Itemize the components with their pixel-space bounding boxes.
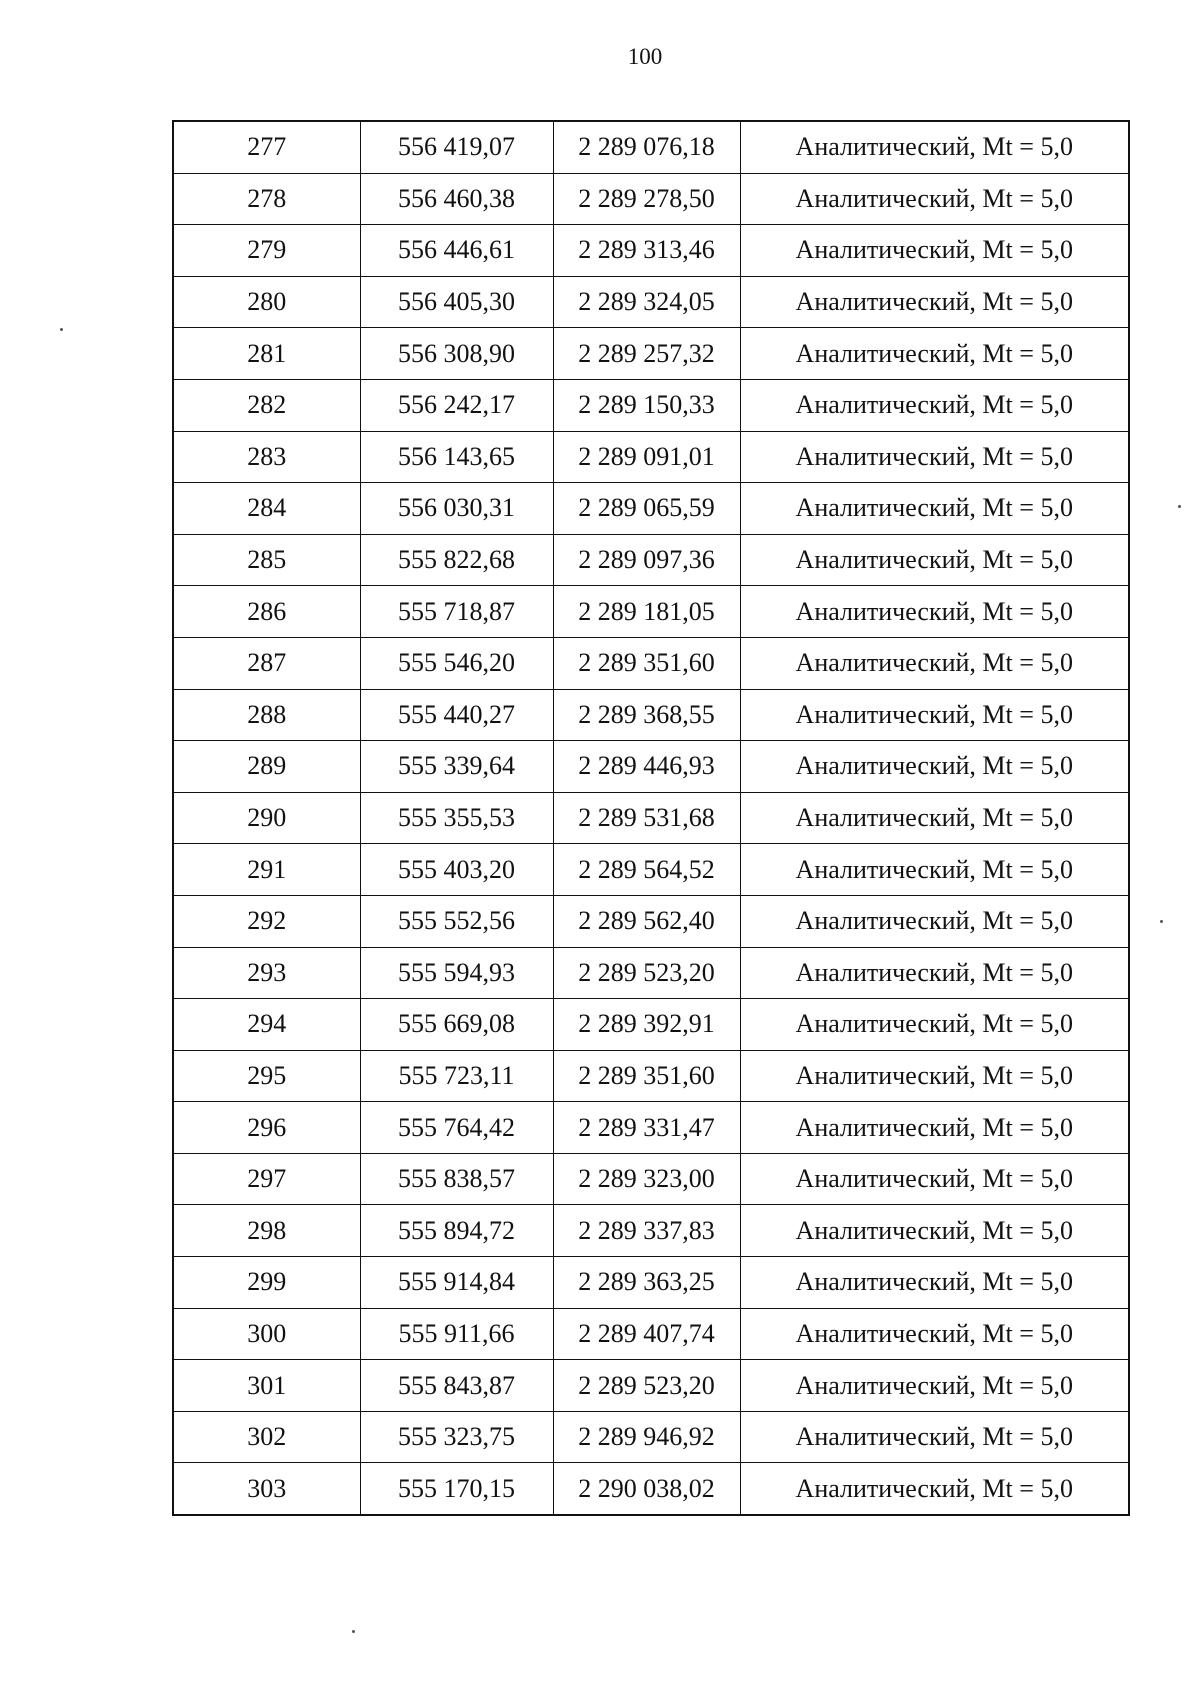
table-row <box>173 1102 1129 1154</box>
y-coordinate-cell: 2 289 392,91 <box>553 999 740 1051</box>
x-coordinate-cell: 556 460,38 <box>360 173 553 225</box>
coordinates-table <box>172 120 1130 1516</box>
table-row <box>173 225 1129 277</box>
y-coordinate-cell: 2 289 076,18 <box>553 121 740 173</box>
point-number-cell: 292 <box>173 895 360 947</box>
x-coordinate-cell: 555 594,93 <box>360 947 553 999</box>
point-number-cell: 281 <box>173 328 360 380</box>
scan-speck <box>352 1630 355 1633</box>
y-coordinate-cell: 2 289 351,60 <box>553 1050 740 1102</box>
x-coordinate-cell: 555 838,57 <box>360 1153 553 1205</box>
table-row <box>173 121 1129 173</box>
x-coordinate-cell: 555 911,66 <box>360 1308 553 1360</box>
point-number-cell: 287 <box>173 637 360 689</box>
y-coordinate-cell: 2 289 562,40 <box>553 895 740 947</box>
point-number-cell: 289 <box>173 741 360 793</box>
y-coordinate-cell: 2 289 523,20 <box>553 1360 740 1412</box>
y-coordinate-cell: 2 289 331,47 <box>553 1102 740 1154</box>
method-cell: Аналитический, Mt = 5,0 <box>740 844 1129 896</box>
point-number-cell: 299 <box>173 1257 360 1309</box>
method-cell: Аналитический, Mt = 5,0 <box>740 1257 1129 1309</box>
x-coordinate-cell: 555 669,08 <box>360 999 553 1051</box>
point-number-cell: 288 <box>173 689 360 741</box>
x-coordinate-cell: 555 764,42 <box>360 1102 553 1154</box>
point-number-cell: 282 <box>173 379 360 431</box>
table-row <box>173 1411 1129 1463</box>
table-row <box>173 1050 1129 1102</box>
y-coordinate-cell: 2 289 946,92 <box>553 1411 740 1463</box>
table-row <box>173 689 1129 741</box>
table-row <box>173 1463 1129 1515</box>
x-coordinate-cell: 556 143,65 <box>360 431 553 483</box>
scan-speck <box>1160 920 1163 923</box>
y-coordinate-cell: 2 289 278,50 <box>553 173 740 225</box>
point-number-cell: 296 <box>173 1102 360 1154</box>
table-row <box>173 328 1129 380</box>
y-coordinate-cell: 2 290 038,02 <box>553 1463 740 1515</box>
table-row <box>173 534 1129 586</box>
y-coordinate-cell: 2 289 446,93 <box>553 741 740 793</box>
point-number-cell: 290 <box>173 792 360 844</box>
point-number-cell: 303 <box>173 1463 360 1515</box>
y-coordinate-cell: 2 289 368,55 <box>553 689 740 741</box>
y-coordinate-cell: 2 289 337,83 <box>553 1205 740 1257</box>
method-cell: Аналитический, Mt = 5,0 <box>740 431 1129 483</box>
method-cell: Аналитический, Mt = 5,0 <box>740 379 1129 431</box>
x-coordinate-cell: 555 822,68 <box>360 534 553 586</box>
y-coordinate-cell: 2 289 407,74 <box>553 1308 740 1360</box>
method-cell: Аналитический, Mt = 5,0 <box>740 689 1129 741</box>
method-cell: Аналитический, Mt = 5,0 <box>740 1205 1129 1257</box>
point-number-cell: 302 <box>173 1411 360 1463</box>
x-coordinate-cell: 555 546,20 <box>360 637 553 689</box>
method-cell: Аналитический, Mt = 5,0 <box>740 999 1129 1051</box>
point-number-cell: 297 <box>173 1153 360 1205</box>
point-number-cell: 284 <box>173 483 360 535</box>
method-cell: Аналитический, Mt = 5,0 <box>740 1050 1129 1102</box>
y-coordinate-cell: 2 289 313,46 <box>553 225 740 277</box>
table-row <box>173 741 1129 793</box>
method-cell: Аналитический, Mt = 5,0 <box>740 225 1129 277</box>
method-cell: Аналитический, Mt = 5,0 <box>740 121 1129 173</box>
x-coordinate-cell: 555 843,87 <box>360 1360 553 1412</box>
page-number: 100 <box>627 44 663 69</box>
point-number-cell: 279 <box>173 225 360 277</box>
point-number-cell: 286 <box>173 586 360 638</box>
x-coordinate-cell: 556 030,31 <box>360 483 553 535</box>
method-cell: Аналитический, Mt = 5,0 <box>740 534 1129 586</box>
point-number-cell: 283 <box>173 431 360 483</box>
method-cell: Аналитический, Mt = 5,0 <box>740 1308 1129 1360</box>
method-cell: Аналитический, Mt = 5,0 <box>740 276 1129 328</box>
x-coordinate-cell: 555 718,87 <box>360 586 553 638</box>
table-row <box>173 1360 1129 1412</box>
x-coordinate-cell: 556 242,17 <box>360 379 553 431</box>
table-row <box>173 1205 1129 1257</box>
y-coordinate-cell: 2 289 531,68 <box>553 792 740 844</box>
x-coordinate-cell: 556 405,30 <box>360 276 553 328</box>
point-number-cell: 291 <box>173 844 360 896</box>
table-row <box>173 792 1129 844</box>
y-coordinate-cell: 2 289 091,01 <box>553 431 740 483</box>
table-row <box>173 586 1129 638</box>
y-coordinate-cell: 2 289 523,20 <box>553 947 740 999</box>
method-cell: Аналитический, Mt = 5,0 <box>740 741 1129 793</box>
table-row <box>173 1153 1129 1205</box>
method-cell: Аналитический, Mt = 5,0 <box>740 173 1129 225</box>
coordinates-table-body <box>173 121 1129 1515</box>
y-coordinate-cell: 2 289 097,36 <box>553 534 740 586</box>
x-coordinate-cell: 556 308,90 <box>360 328 553 380</box>
table-row <box>173 1308 1129 1360</box>
method-cell: Аналитический, Mt = 5,0 <box>740 1153 1129 1205</box>
x-coordinate-cell: 555 723,11 <box>360 1050 553 1102</box>
x-coordinate-cell: 555 552,56 <box>360 895 553 947</box>
table-row <box>173 379 1129 431</box>
x-coordinate-cell: 556 446,61 <box>360 225 553 277</box>
x-coordinate-cell: 556 419,07 <box>360 121 553 173</box>
point-number-cell: 300 <box>173 1308 360 1360</box>
x-coordinate-cell: 555 339,64 <box>360 741 553 793</box>
method-cell: Аналитический, Mt = 5,0 <box>740 483 1129 535</box>
method-cell: Аналитический, Mt = 5,0 <box>740 792 1129 844</box>
x-coordinate-cell: 555 355,53 <box>360 792 553 844</box>
point-number-cell: 280 <box>173 276 360 328</box>
method-cell: Аналитический, Mt = 5,0 <box>740 1411 1129 1463</box>
method-cell: Аналитический, Mt = 5,0 <box>740 637 1129 689</box>
table-row <box>173 276 1129 328</box>
method-cell: Аналитический, Mt = 5,0 <box>740 1360 1129 1412</box>
y-coordinate-cell: 2 289 351,60 <box>553 637 740 689</box>
table-row <box>173 947 1129 999</box>
y-coordinate-cell: 2 289 363,25 <box>553 1257 740 1309</box>
y-coordinate-cell: 2 289 150,33 <box>553 379 740 431</box>
point-number-cell: 301 <box>173 1360 360 1412</box>
y-coordinate-cell: 2 289 065,59 <box>553 483 740 535</box>
point-number-cell: 277 <box>173 121 360 173</box>
table-row <box>173 1257 1129 1309</box>
point-number-cell: 295 <box>173 1050 360 1102</box>
table-row <box>173 895 1129 947</box>
x-coordinate-cell: 555 914,84 <box>360 1257 553 1309</box>
table-row <box>173 431 1129 483</box>
point-number-cell: 278 <box>173 173 360 225</box>
x-coordinate-cell: 555 323,75 <box>360 1411 553 1463</box>
method-cell: Аналитический, Mt = 5,0 <box>740 1102 1129 1154</box>
table-row <box>173 844 1129 896</box>
method-cell: Аналитический, Mt = 5,0 <box>740 586 1129 638</box>
y-coordinate-cell: 2 289 257,32 <box>553 328 740 380</box>
point-number-cell: 293 <box>173 947 360 999</box>
y-coordinate-cell: 2 289 181,05 <box>553 586 740 638</box>
method-cell: Аналитический, Mt = 5,0 <box>740 947 1129 999</box>
x-coordinate-cell: 555 440,27 <box>360 689 553 741</box>
point-number-cell: 285 <box>173 534 360 586</box>
scan-speck <box>60 328 63 331</box>
point-number-cell: 298 <box>173 1205 360 1257</box>
x-coordinate-cell: 555 170,15 <box>360 1463 553 1515</box>
scan-speck <box>1178 505 1181 508</box>
y-coordinate-cell: 2 289 324,05 <box>553 276 740 328</box>
table-row <box>173 173 1129 225</box>
method-cell: Аналитический, Mt = 5,0 <box>740 328 1129 380</box>
method-cell: Аналитический, Mt = 5,0 <box>740 895 1129 947</box>
y-coordinate-cell: 2 289 323,00 <box>553 1153 740 1205</box>
table-row <box>173 999 1129 1051</box>
x-coordinate-cell: 555 894,72 <box>360 1205 553 1257</box>
point-number-cell: 294 <box>173 999 360 1051</box>
x-coordinate-cell: 555 403,20 <box>360 844 553 896</box>
table-row <box>173 637 1129 689</box>
table-row <box>173 483 1129 535</box>
method-cell: Аналитический, Mt = 5,0 <box>740 1463 1129 1515</box>
y-coordinate-cell: 2 289 564,52 <box>553 844 740 896</box>
